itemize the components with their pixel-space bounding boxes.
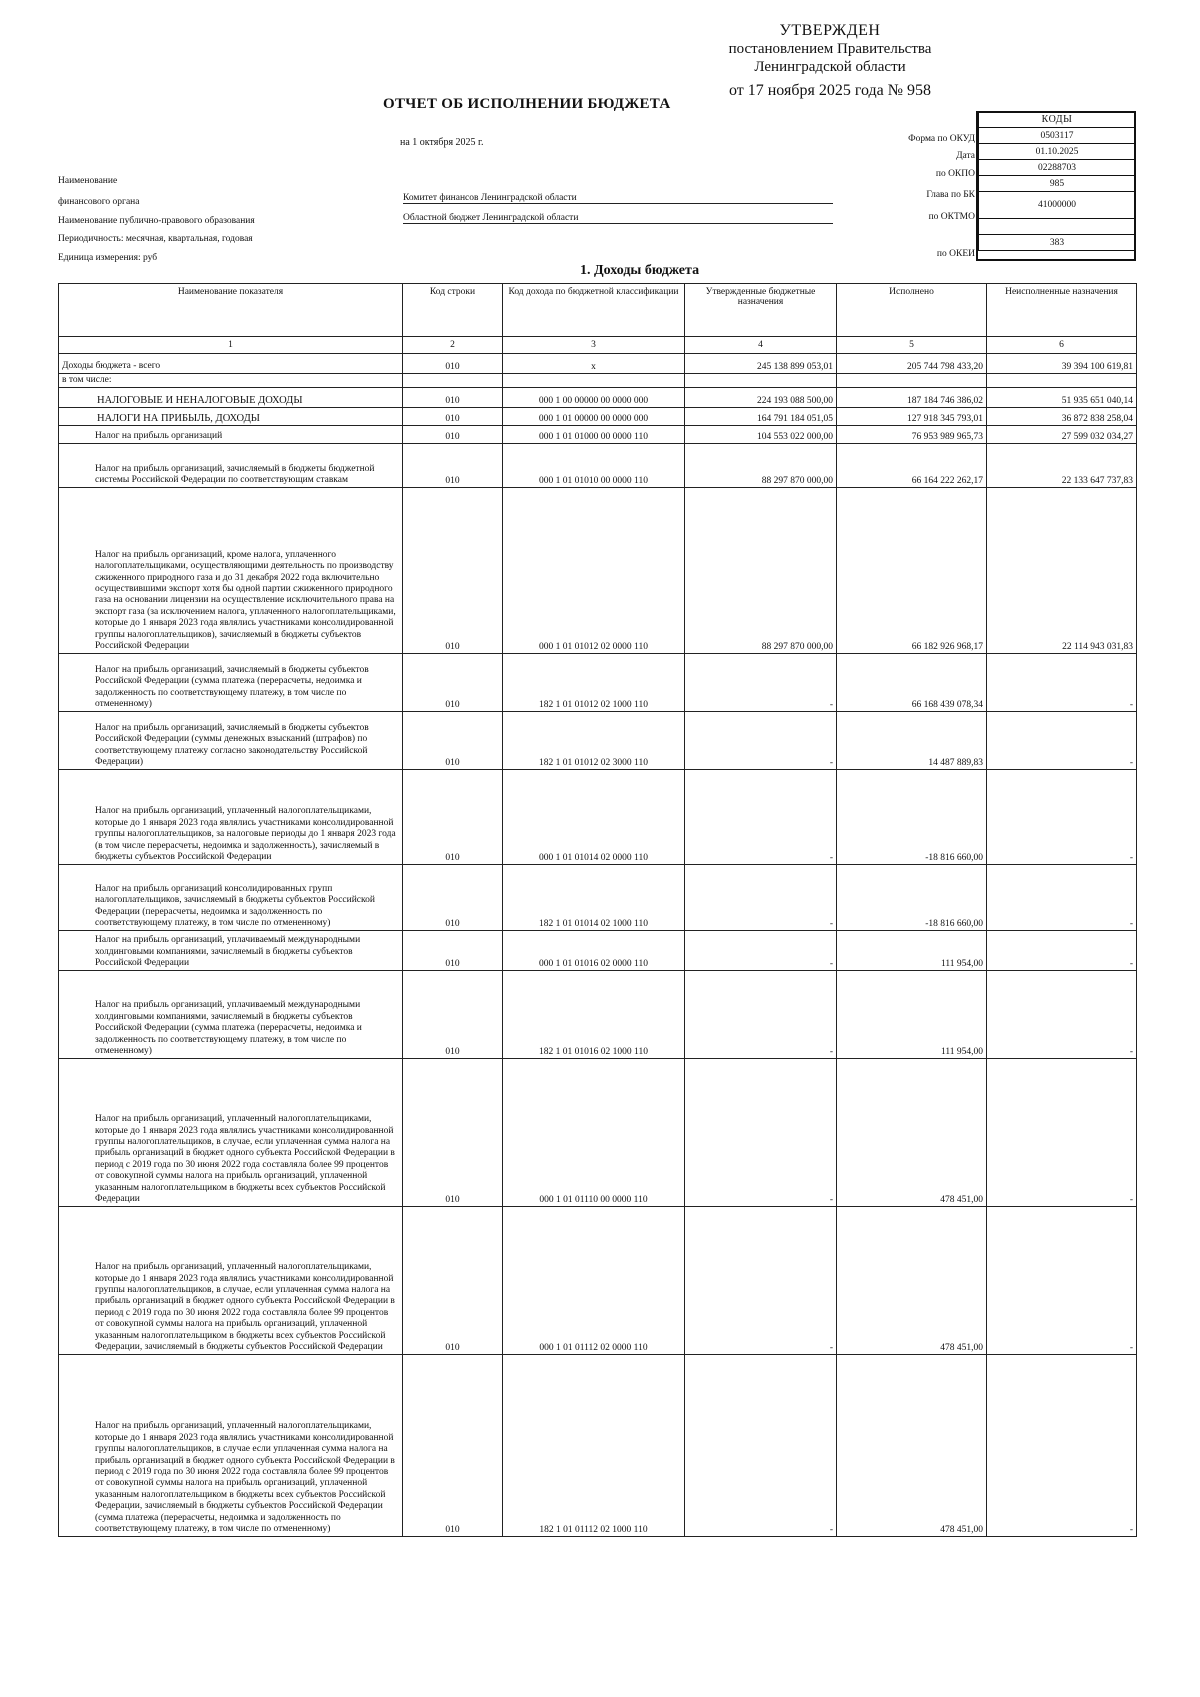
row-name [59, 865, 403, 931]
row-income-code: 000 1 01 01014 02 0000 110 [503, 770, 685, 865]
approval-line-4: от 17 ноября 2025 года № 958 [728, 82, 932, 99]
unit-of-measure: Единица измерения: руб [58, 253, 158, 263]
row-executed: 76 953 989 965,73 [837, 426, 987, 444]
table-row [59, 408, 1137, 426]
code-glava-bk: 985 [979, 176, 1136, 192]
codes-header: КОДЫ [979, 112, 1136, 128]
row-line-code: 010 [403, 865, 503, 931]
row-income-code [503, 374, 685, 388]
row-line-code: 010 [403, 1059, 503, 1207]
row-unexecuted: - [987, 865, 1137, 931]
row-approved: 224 193 088 500,00 [685, 388, 837, 408]
code-oktmo: 41000000 [979, 192, 1136, 219]
code-okei: 383 [979, 235, 1136, 251]
row-approved: - [685, 865, 837, 931]
row-approved: - [685, 971, 837, 1059]
row-name [59, 712, 403, 770]
table-row [59, 388, 1137, 408]
row-name [59, 444, 403, 488]
row-unexecuted: - [987, 712, 1137, 770]
row-name-text: Налог на прибыль организаций, зачисляемый в бюджеты бюджетной системы Российской Федерации по соответствующим ставкам [95, 463, 375, 485]
row-line-code: 010 [403, 388, 503, 408]
row-name [59, 654, 403, 712]
col-header-executed: Исполнено [837, 284, 987, 337]
row-line-code: 010 [403, 931, 503, 971]
row-executed: -18 816 660,00 [837, 770, 987, 865]
row-income-code: 000 1 00 00000 00 0000 000 [503, 388, 685, 408]
col-number: 2 [403, 337, 503, 354]
row-executed: 66 182 926 968,17 [837, 488, 987, 654]
code-label-okei: по ОКЕИ [936, 249, 975, 259]
table-row [59, 426, 1137, 444]
row-approved: 104 553 022 000,00 [685, 426, 837, 444]
report-title: ОТЧЕТ ОБ ИСПОЛНЕНИИ БЮДЖЕТА [383, 96, 671, 112]
row-name [59, 426, 403, 444]
col-header-line: Код строки [403, 284, 503, 337]
row-unexecuted: - [987, 654, 1137, 712]
row-unexecuted: - [987, 770, 1137, 865]
row-executed: 478 451,00 [837, 1355, 987, 1537]
row-unexecuted: 39 394 100 619,81 [987, 354, 1137, 374]
row-approved: - [685, 712, 837, 770]
row-approved: 88 297 870 000,00 [685, 444, 837, 488]
row-unexecuted: - [987, 971, 1137, 1059]
code-okpo: 02288703 [979, 160, 1136, 176]
code-label-date: Дата [956, 151, 975, 161]
row-income-code: 182 1 01 01112 02 1000 110 [503, 1355, 685, 1537]
row-line-code: 010 [403, 354, 503, 374]
table-row [59, 971, 1137, 1059]
name-label-1: Наименование [58, 176, 118, 186]
periodicity: Периодичность: месячная, квартальная, годовая [58, 234, 253, 244]
col-number: 6 [987, 337, 1137, 354]
row-income-code: 000 1 01 01016 02 0000 110 [503, 931, 685, 971]
table-row [59, 1059, 1137, 1207]
row-income-code: 000 1 01 01112 02 0000 110 [503, 1207, 685, 1355]
row-unexecuted: 22 114 943 031,83 [987, 488, 1137, 654]
table-row [59, 374, 1137, 388]
table-row [59, 1355, 1137, 1537]
table-row [59, 865, 1137, 931]
row-name [59, 971, 403, 1059]
row-unexecuted [987, 374, 1137, 388]
codes-table [978, 111, 1136, 251]
col-number: 1 [59, 337, 403, 354]
row-income-code: 182 1 01 01012 02 3000 110 [503, 712, 685, 770]
row-approved [685, 374, 837, 388]
row-name-text: Налог на прибыль организаций, зачисляемый в бюджеты субъектов Российской Федерации (сумма платежа (перерасчеты, недоимка и задолженность по соответствующему платежу, в том числе по отмененному) [95, 664, 369, 709]
row-approved: - [685, 1355, 837, 1537]
row-approved: - [685, 654, 837, 712]
row-name-text: Налог на прибыль организаций, зачисляемый в бюджеты субъектов Российской Федерации (суммы денежных взысканий (штрафов) по соответствующему платежу согласно законодательству Российской Федерации) [95, 722, 369, 767]
row-income-code: 000 1 01 01010 00 0000 110 [503, 444, 685, 488]
row-income-code: 182 1 01 01016 02 1000 110 [503, 971, 685, 1059]
row-unexecuted: 51 935 651 040,14 [987, 388, 1137, 408]
row-line-code: 010 [403, 654, 503, 712]
col-number-row [59, 337, 1137, 354]
row-line-code: 010 [403, 712, 503, 770]
code-okud: 0503117 [979, 128, 1136, 144]
row-executed: 66 168 439 078,34 [837, 654, 987, 712]
row-name-text: Налог на прибыль организаций, уплаченный налогоплательщиками, которые до 1 января 2023 года являлись участниками консолидированной группы налогоплательщиков, в случае, если уплаченная сумма налога на прибыль организаций в бюджет одного субъекта Российской Федерации в период с 2019 года по 30 июня 2022 года составляла более 99 процентов от совокупной суммы налога на прибыль организаций, уплаченной указанным налогоплательщиком в бюджеты всех субъектов Российской Федерации [95, 1114, 395, 1204]
row-unexecuted: - [987, 931, 1137, 971]
col-header-approved: Утвержденные бюджетные назначения [685, 284, 837, 337]
row-executed [837, 374, 987, 388]
row-approved: - [685, 931, 837, 971]
col-header-unexecuted: Неисполненные назначения [987, 284, 1137, 337]
col-number: 5 [837, 337, 987, 354]
col-header-name: Наименование показателя [59, 284, 403, 337]
row-name [59, 374, 403, 388]
row-line-code: 010 [403, 1207, 503, 1355]
row-income-code: 000 1 01 01110 00 0000 110 [503, 1059, 685, 1207]
row-unexecuted: - [987, 1207, 1137, 1355]
row-name-text: Налог на прибыль организаций, уплачиваемый международными холдинговыми компаниями, зачисляемый в бюджеты субъектов Российской Федерации [95, 935, 361, 968]
row-approved: 88 297 870 000,00 [685, 488, 837, 654]
code-label-oktmo: по ОКТМО [928, 212, 975, 222]
row-name [59, 388, 403, 408]
row-approved: - [685, 1207, 837, 1355]
fin-organ-value: Комитет финансов Ленинградской области [403, 193, 833, 204]
row-income-code: 000 1 01 01012 02 0000 110 [503, 488, 685, 654]
row-unexecuted: 36 872 838 258,04 [987, 408, 1137, 426]
code-label-glava-bk: Глава по БК [926, 190, 975, 200]
row-income-code: 182 1 01 01012 02 1000 110 [503, 654, 685, 712]
row-name [59, 488, 403, 654]
row-line-code: 010 [403, 408, 503, 426]
name-label-2: финансового органа [58, 197, 140, 207]
revenue-table [58, 283, 1137, 1537]
row-name [59, 1355, 403, 1537]
approval-block [700, 22, 960, 100]
row-income-code: 000 1 01 00000 00 0000 000 [503, 408, 685, 426]
row-name-text: Доходы бюджета - всего [62, 360, 161, 371]
approval-line-1: УТВЕРЖДЕН [779, 22, 881, 39]
row-approved: - [685, 1059, 837, 1207]
row-approved: - [685, 770, 837, 865]
code-empty [979, 219, 1136, 235]
row-line-code: 010 [403, 770, 503, 865]
row-line-code: 010 [403, 971, 503, 1059]
row-unexecuted: 27 599 032 034,27 [987, 426, 1137, 444]
row-income-code: 000 1 01 01000 00 0000 110 [503, 426, 685, 444]
row-line-code: 010 [403, 444, 503, 488]
col-number: 3 [503, 337, 685, 354]
table-row [59, 770, 1137, 865]
row-name-text: Налог на прибыль организаций, уплачиваемый международными холдинговыми компаниями, зачисляемый в бюджеты субъектов Российской Федерации (сумма платежа (перерасчеты, недоимка и задолженность по соответствующему платежу, в том числе по отмененному) [95, 1000, 362, 1056]
row-income-code: x [503, 354, 685, 374]
row-line-code: 010 [403, 1355, 503, 1537]
row-executed: 127 918 345 793,01 [837, 408, 987, 426]
report-date: на 1 октября 2025 г. [400, 137, 484, 148]
row-name [59, 354, 403, 374]
row-name-text: Налог на прибыль организаций консолидированных групп налогоплательщиков, зачисляемый в бюджеты субъектов Российской Федерации (перерасчеты, недоимка и задолженность по соответствующему платежу, в том числе по отмененному) [95, 883, 375, 928]
approval-line-2: постановлением Правительства [728, 41, 932, 57]
row-name-text: НАЛОГОВЫЕ И НЕНАЛОГОВЫЕ ДОХОДЫ [97, 395, 303, 406]
row-name-text: в том числе: [62, 375, 112, 385]
row-executed: 66 164 222 262,17 [837, 444, 987, 488]
row-executed: 187 184 746 386,02 [837, 388, 987, 408]
table-row [59, 488, 1137, 654]
row-executed: 111 954,00 [837, 971, 987, 1059]
row-approved: 245 138 899 053,01 [685, 354, 837, 374]
row-executed: 111 954,00 [837, 931, 987, 971]
col-header-code: Код дохода по бюджетной классификации [503, 284, 685, 337]
row-approved: 164 791 184 051,05 [685, 408, 837, 426]
table-row [59, 354, 1137, 374]
row-name-text: Налог на прибыль организаций, кроме налога, уплаченного налогоплательщиками, осуществляющими деятельность по производству сжиженного природного газа и до 31 декабря 2022 года включительно осуществившими экспорт хотя бы одной партии сжиженного природного газа на основании лицензии на осуществление исключительного права на экспорт газа (за исключением налога, уплаченного налогоплательщиками, которые до 1 января 2023 года являлись участниками консолидированной группы налогоплательщиков), зачисляемый в бюджеты субъектов Российской Федерации [95, 549, 396, 651]
section-title: 1. Доходы бюджета [580, 263, 700, 278]
row-name-text: НАЛОГИ НА ПРИБЫЛЬ, ДОХОДЫ [97, 413, 260, 424]
table-header-row [59, 284, 1137, 337]
pub-entity-label: Наименование публично-правового образования [58, 216, 255, 226]
row-unexecuted: 22 133 647 737,83 [987, 444, 1137, 488]
row-executed: 478 451,00 [837, 1207, 987, 1355]
table-row [59, 444, 1137, 488]
table-row [59, 1207, 1137, 1355]
row-line-code: 010 [403, 426, 503, 444]
pub-entity-value: Областной бюджет Ленинградской области [403, 213, 833, 224]
row-name [59, 770, 403, 865]
row-name [59, 1059, 403, 1207]
row-line-code: 010 [403, 488, 503, 654]
code-label-okpo: по ОКПО [935, 169, 975, 179]
row-executed: 478 451,00 [837, 1059, 987, 1207]
row-executed: 205 744 798 433,20 [837, 354, 987, 374]
table-row [59, 712, 1137, 770]
table-row [59, 931, 1137, 971]
row-name-text: Налог на прибыль организаций [95, 431, 223, 441]
row-name [59, 408, 403, 426]
table-row [59, 654, 1137, 712]
code-label-okud: Форма по ОКУД [908, 134, 975, 144]
row-income-code: 182 1 01 01014 02 1000 110 [503, 865, 685, 931]
row-executed: 14 487 889,83 [837, 712, 987, 770]
col-number: 4 [685, 337, 837, 354]
approval-line-3: Ленинградской области [754, 59, 906, 75]
row-name [59, 1207, 403, 1355]
row-executed: -18 816 660,00 [837, 865, 987, 931]
row-unexecuted: - [987, 1059, 1137, 1207]
row-name-text: Налог на прибыль организаций, уплаченный налогоплательщиками, которые до 1 января 2023 года являлись участниками консолидированной группы налогоплательщиков, за налоговые периоды до 1 января 2023 года (в том числе перерасчеты, недоимка и задолженность), зачисляемый в бюджеты субъектов Российской Федерации [95, 806, 396, 862]
row-unexecuted: - [987, 1355, 1137, 1537]
row-line-code [403, 374, 503, 388]
row-name-text: Налог на прибыль организаций, уплаченный налогоплательщиками, которые до 1 января 2023 года являлись участниками консолидированной группы налогоплательщиков, в случае, если уплаченная сумма налога на прибыль организаций в бюджет одного субъекта Российской Федерации в период с 2019 года по 30 июня 2022 года составляла более 99 процентов от совокупной суммы налога на прибыль организаций, уплаченной указанным налогоплательщиком в бюджеты всех субъектов Российской Федерации, зачисляемый в бюджеты субъектов Российской Федерации [95, 1262, 395, 1352]
row-name-text: Налог на прибыль организаций, уплаченный налогоплательщиками, которые до 1 января 2023 года являлись участниками консолидированной группы налогоплательщиков, в случае если уплаченная сумма налога на прибыль организаций в бюджет одного субъекта Российской Федерации в период с 2019 года по 30 июня 2022 года составляла более 99 процентов от совокупной суммы налога на прибыль организаций, уплаченной указанным налогоплательщиком в бюджеты всех субъектов Российской Федерации, зачисляемый в бюджеты субъектов Российской Федерации (сумма платежа (перерасчеты, недоимка и задолженность по соответствующему платежу, в том числе по отмененному) [95, 1421, 395, 1534]
row-name [59, 931, 403, 971]
code-date: 01.10.2025 [979, 144, 1136, 160]
